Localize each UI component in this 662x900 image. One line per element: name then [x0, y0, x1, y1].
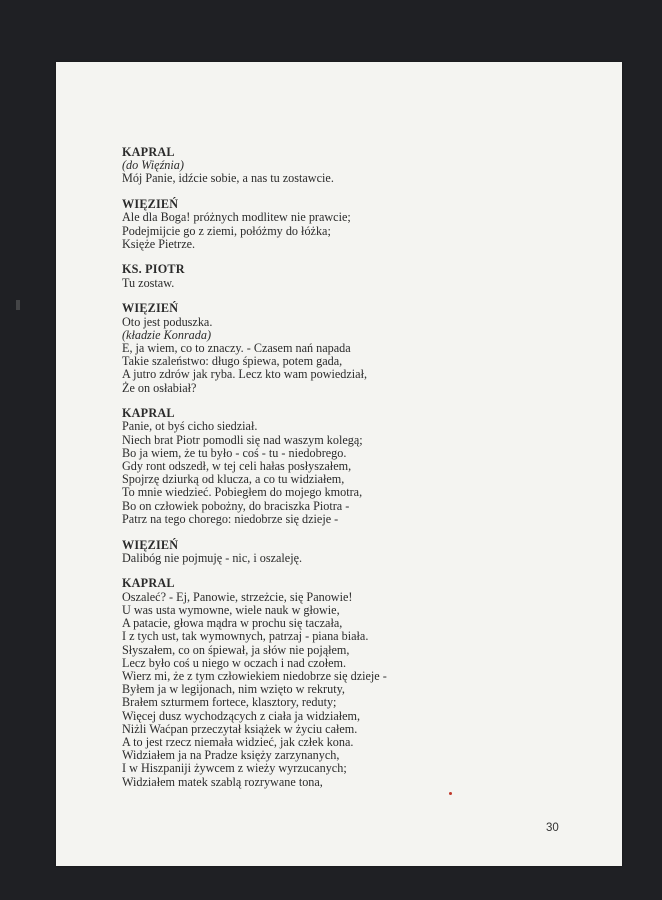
verse-line: Spojrzę dziurką od klucza, a co tu widziałem, — [122, 472, 345, 487]
speech-block — [122, 263, 422, 289]
verse-line: Tu zostaw. — [122, 275, 175, 290]
page-number: 30 — [546, 822, 559, 834]
speech-block — [122, 577, 422, 788]
verse-line: Ale dla Boga! próżnych modlitew nie prawcie; — [122, 210, 351, 225]
verse-line: Patrz na tego chorego: niedobrze się dzieje - — [122, 511, 339, 526]
verse-line: Oto jest poduszka. — [122, 314, 213, 329]
verse-line: I w Hiszpaniji żywcem z wieży wyrzucanych; — [122, 761, 347, 776]
verse-line: Niech brat Piotr pomodli się nad waszym kolegą; — [122, 432, 363, 447]
speaker-name: WIĘZIEŃ — [122, 301, 179, 316]
verse-line: Panie, ot byś cicho siedział. — [122, 419, 258, 434]
verse-line: Więcej dusz wychodzących z ciała ja widziałem, — [122, 708, 361, 723]
verse-line: Słyszałem, co on śpiewał, ja słów nie pojąłem, — [122, 642, 350, 657]
verse-line: Wierz mi, że z tym człowiekiem niedobrze się dzieje - — [122, 668, 387, 683]
verse-line: Widziałem matek szablą rozrywane tona, — [122, 774, 323, 789]
verse-line: A patacie, głowa mądra w prochu się taczała, — [122, 616, 343, 631]
verse-line: To mnie wiedzieć. Pobiegłem do mojego kmotra, — [122, 485, 363, 500]
verse-line: U was usta wymowne, wiele nauk w głowie, — [122, 602, 340, 617]
verse-line: Bo ja wiem, że tu było - coś - tu - niedobrego. — [122, 445, 347, 460]
speech-block — [122, 539, 422, 565]
verse-line: Podejmijcie go z ziemi, połóżmy do łóżka; — [122, 223, 331, 238]
verse-line: Oszaleć? - Ej, Panowie, strzeżcie, się Panowie! — [122, 589, 353, 604]
verse-line: A jutro zdrów jak ryba. Lecz kto wam powiedział, — [122, 367, 368, 382]
red-mark — [449, 792, 452, 795]
speaker-name: KS. PIOTR — [122, 262, 185, 277]
verse-line: Gdy ront odszedł, w tej celi hałas posłyszałem, — [122, 459, 352, 474]
verse-line: E, ja wiem, co to znaczy. - Czasem nań napada — [122, 340, 351, 355]
verse-line: I z tych ust, tak wymownych, patrzaj - piana biała. — [122, 629, 369, 644]
verse-line: Widziałem ja na Pradze księży zarzynanych, — [122, 748, 340, 763]
speaker-name: KAPRAL — [122, 406, 175, 421]
paper-smudge — [16, 300, 20, 310]
verse-line: Bo on człowiek pobożny, do braciszka Piotra - — [122, 498, 350, 513]
verse-line: Księże Pietrze. — [122, 236, 196, 251]
verse-line: Dalibóg nie pojmuję - nic, i oszaleję. — [122, 550, 303, 565]
drama-text-block — [122, 146, 422, 801]
speech-block — [122, 302, 422, 394]
speaker-name: WIĘZIEŃ — [122, 537, 179, 552]
speech-block — [122, 407, 422, 526]
stage-direction: (kładzie Konrada) — [122, 327, 212, 342]
verse-line: Mój Panie, idźcie sobie, a nas tu zostawcie. — [122, 171, 334, 186]
verse-line: Lecz było coś u niego w oczach i nad czołem. — [122, 655, 347, 670]
stage-direction: (do Więźnia) — [122, 158, 184, 173]
verse-line: Takie szaleństwo: długo śpiewa, potem gada, — [122, 354, 343, 369]
verse-line: A to jest rzecz niemała widzieć, jak człek kona. — [122, 734, 354, 749]
speaker-name: KAPRAL — [122, 145, 175, 159]
speaker-name: WIĘZIEŃ — [122, 197, 179, 212]
verse-line: Niżli Waćpan przeczytał książek w życiu całem. — [122, 721, 358, 736]
verse-line: Brałem szturmem fortece, klasztory, reduty; — [122, 695, 337, 710]
speech-block — [122, 198, 422, 251]
verse-line: Że on osłabiał? — [122, 380, 197, 395]
speaker-name: KAPRAL — [122, 576, 175, 591]
verse-line: Byłem ja w legijonach, nim wzięto w rekruty, — [122, 682, 345, 697]
speech-block — [122, 146, 422, 186]
